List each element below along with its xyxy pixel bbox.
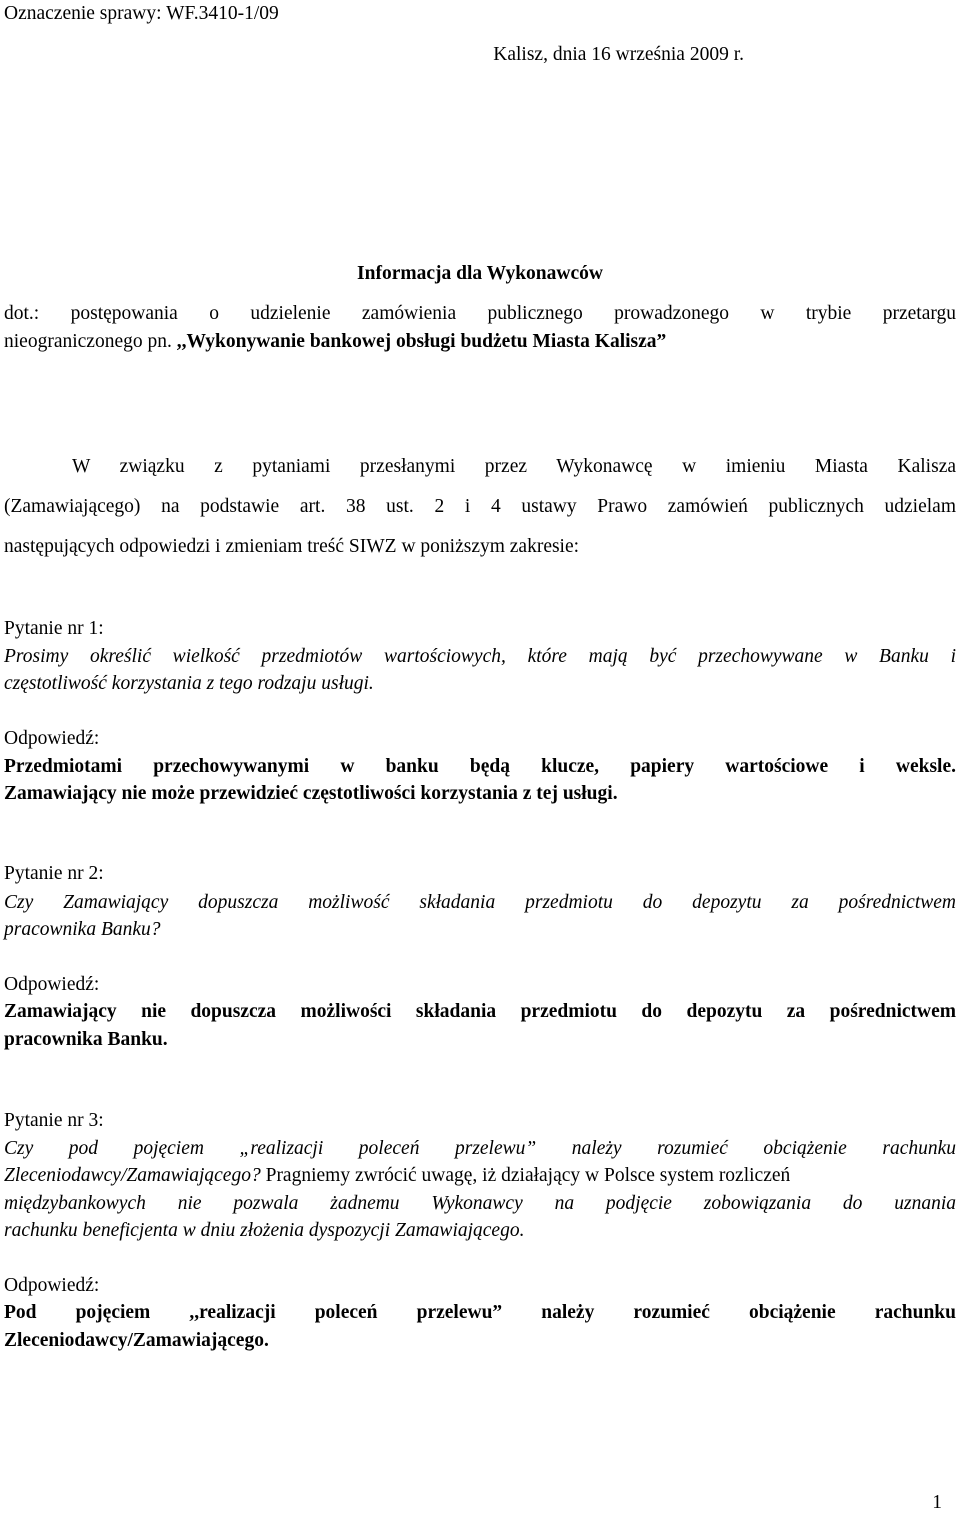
question-2-line-2: pracownika Banku? xyxy=(4,919,161,940)
question-1-line-2: częstotliwość korzystania z tego rodzaju usługi. xyxy=(4,673,374,694)
subject-line-2 xyxy=(4,330,956,354)
subject-line-1: dot.: postępowania o udzielenie zamówienia publicznego prowadzonego w trybie przetargu xyxy=(4,303,956,324)
answer-3-line-1: Pod pojęciem ,,realizacji poleceń przelewu” należy rozumieć obciążenie rachunku xyxy=(4,1302,956,1323)
answer-1-label: Odpowiedź: xyxy=(4,728,100,749)
document-title: Informacja dla Wykonawców xyxy=(357,263,603,284)
contract-name: ,,Wykonywanie bankowej obsługi budżetu Miasta Kalisza” xyxy=(176,331,667,352)
place-and-date: Kalisz, dnia 16 września 2009 r. xyxy=(493,44,744,65)
question-2-line-1: Czy Zamawiający dopuszcza możliwość składania przedmiotu do depozytu za pośrednictwem xyxy=(4,892,956,913)
question-3-line-2 xyxy=(4,1164,956,1188)
intro-line-1: W związku z pytaniami przesłanymi przez Wykonawcę w imieniu Miasta Kalisza xyxy=(72,456,956,477)
intro-line-3: następujących odpowiedzi i zmieniam treść SIWZ w poniższym zakresie: xyxy=(4,536,580,557)
intro-line-2: (Zamawiającego) na podstawie art. 38 ust. 2 i 4 ustawy Prawo zamówień publicznych udzielam xyxy=(4,496,956,517)
question-1-label: Pytanie nr 1: xyxy=(4,618,104,639)
answer-1-line-2: Zamawiający nie może przewidzieć częstotliwości korzystania z tej usługi. xyxy=(4,783,618,804)
question-3-line-2-italic: Zleceniodawcy/Zamawiającego? xyxy=(4,1165,261,1186)
question-3-line-4: rachunku beneficjenta w dniu złożenia dyspozycji Zamawiającego. xyxy=(4,1220,525,1241)
answer-2-line-2: pracownika Banku. xyxy=(4,1029,168,1050)
page-number: 1 xyxy=(932,1492,942,1513)
subject-prefix: nieograniczonego pn. xyxy=(4,331,177,352)
answer-3-label: Odpowiedź: xyxy=(4,1275,100,1296)
question-3-line-3: międzybankowych nie pozwala żadnemu Wykonawcy na podjęcie zobowiązania do uznania xyxy=(4,1193,956,1214)
answer-3-line-2: Zleceniodawcy/Zamawiającego. xyxy=(4,1330,269,1351)
answer-2-label: Odpowiedź: xyxy=(4,974,100,995)
question-3-line-2-regular: Pragniemy zwrócić uwagę, iż działający w Polsce system rozliczeń xyxy=(260,1165,791,1186)
question-3-line-1: Czy pod pojęciem „realizacji poleceń przelewu” należy rozumieć obciążenie rachunku xyxy=(4,1138,956,1159)
answer-1-line-1: Przedmiotami przechowywanymi w banku będą klucze, papiery wartościowe i weksle. xyxy=(4,756,956,777)
question-3-label: Pytanie nr 3: xyxy=(4,1110,104,1131)
case-reference: Oznaczenie sprawy: WF.3410-1/09 xyxy=(4,3,279,24)
question-2-label: Pytanie nr 2: xyxy=(4,863,104,884)
question-1-line-1: Prosimy określić wielkość przedmiotów wartościowych, które mają być przechowywane w Banku i xyxy=(4,646,956,667)
answer-2-line-1: Zamawiający nie dopuszcza możliwości składania przedmiotu do depozytu za pośrednictwem xyxy=(4,1001,956,1022)
